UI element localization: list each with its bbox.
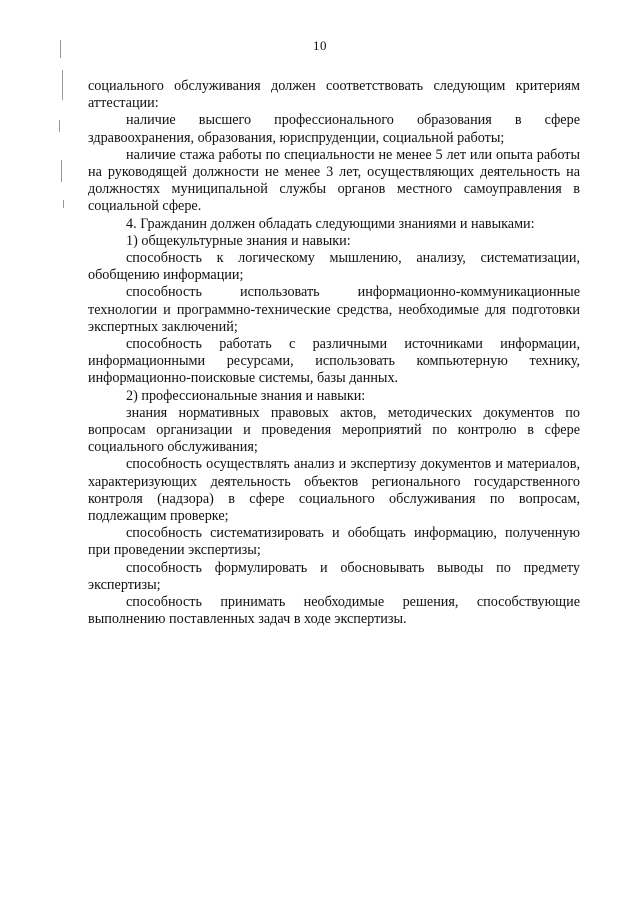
paragraph: способность осуществлять анализ и экспертизу документов и материалов, характеризующих деятельность объектов регионального государственного контроля (надзора) в сфере социального обслуживания по вопросам, подлежащим проверке; [88, 456, 580, 525]
page-number: 10 [313, 38, 327, 53]
paragraph: знания нормативных правовых актов, методических документов по вопросам организации и проведения мероприятий по контролю в сфере социального обслуживания; [88, 404, 580, 456]
paragraph: способность к логическому мышлению, анализу, систематизации, обобщению информации; [88, 250, 580, 284]
document-body [88, 78, 580, 629]
paragraph: способность использовать информационно-коммуникационные технологии и программно-технические средства, необходимые для подготовки экспертных заключений; [88, 284, 580, 335]
scan-artifact-edge [58, 0, 68, 905]
paragraph: способность систематизировать и обобщать информацию, полученную при проведении экспертизы; [88, 525, 580, 559]
subsection-heading: 2) профессиональные знания и навыки: [126, 387, 366, 404]
paragraph: наличие высшего профессионального образования в сфере здравоохранения, образования, юриспруденции, социальной работы; [88, 112, 580, 146]
paragraph: способность принимать необходимые решения, способствующие выполнению поставленных задач в ходе экспертизы. [88, 594, 580, 628]
paragraph: наличие стажа работы по специальности не менее 5 лет или опыта работы на руководящей должности не менее 3 лет, осуществляющих деятельность на должностях муниципальной службы органов местного самоуправления в социальной сфере. [88, 146, 580, 215]
subsection-heading: 1) общекультурные знания и навыки: [126, 232, 351, 249]
paragraph: социального обслуживания должен соответствовать следующим критериям аттестации: [88, 78, 580, 112]
paragraph: способность работать с различными источниками информации, информационными ресурсами, использовать компьютерную технику, информационно-поисковые системы, базы данных. [88, 336, 580, 387]
section-heading: 4. Гражданин должен обладать следующими знаниями и навыками: [126, 215, 535, 232]
paragraph: способность формулировать и обосновывать выводы по предмету экспертизы; [88, 559, 580, 593]
